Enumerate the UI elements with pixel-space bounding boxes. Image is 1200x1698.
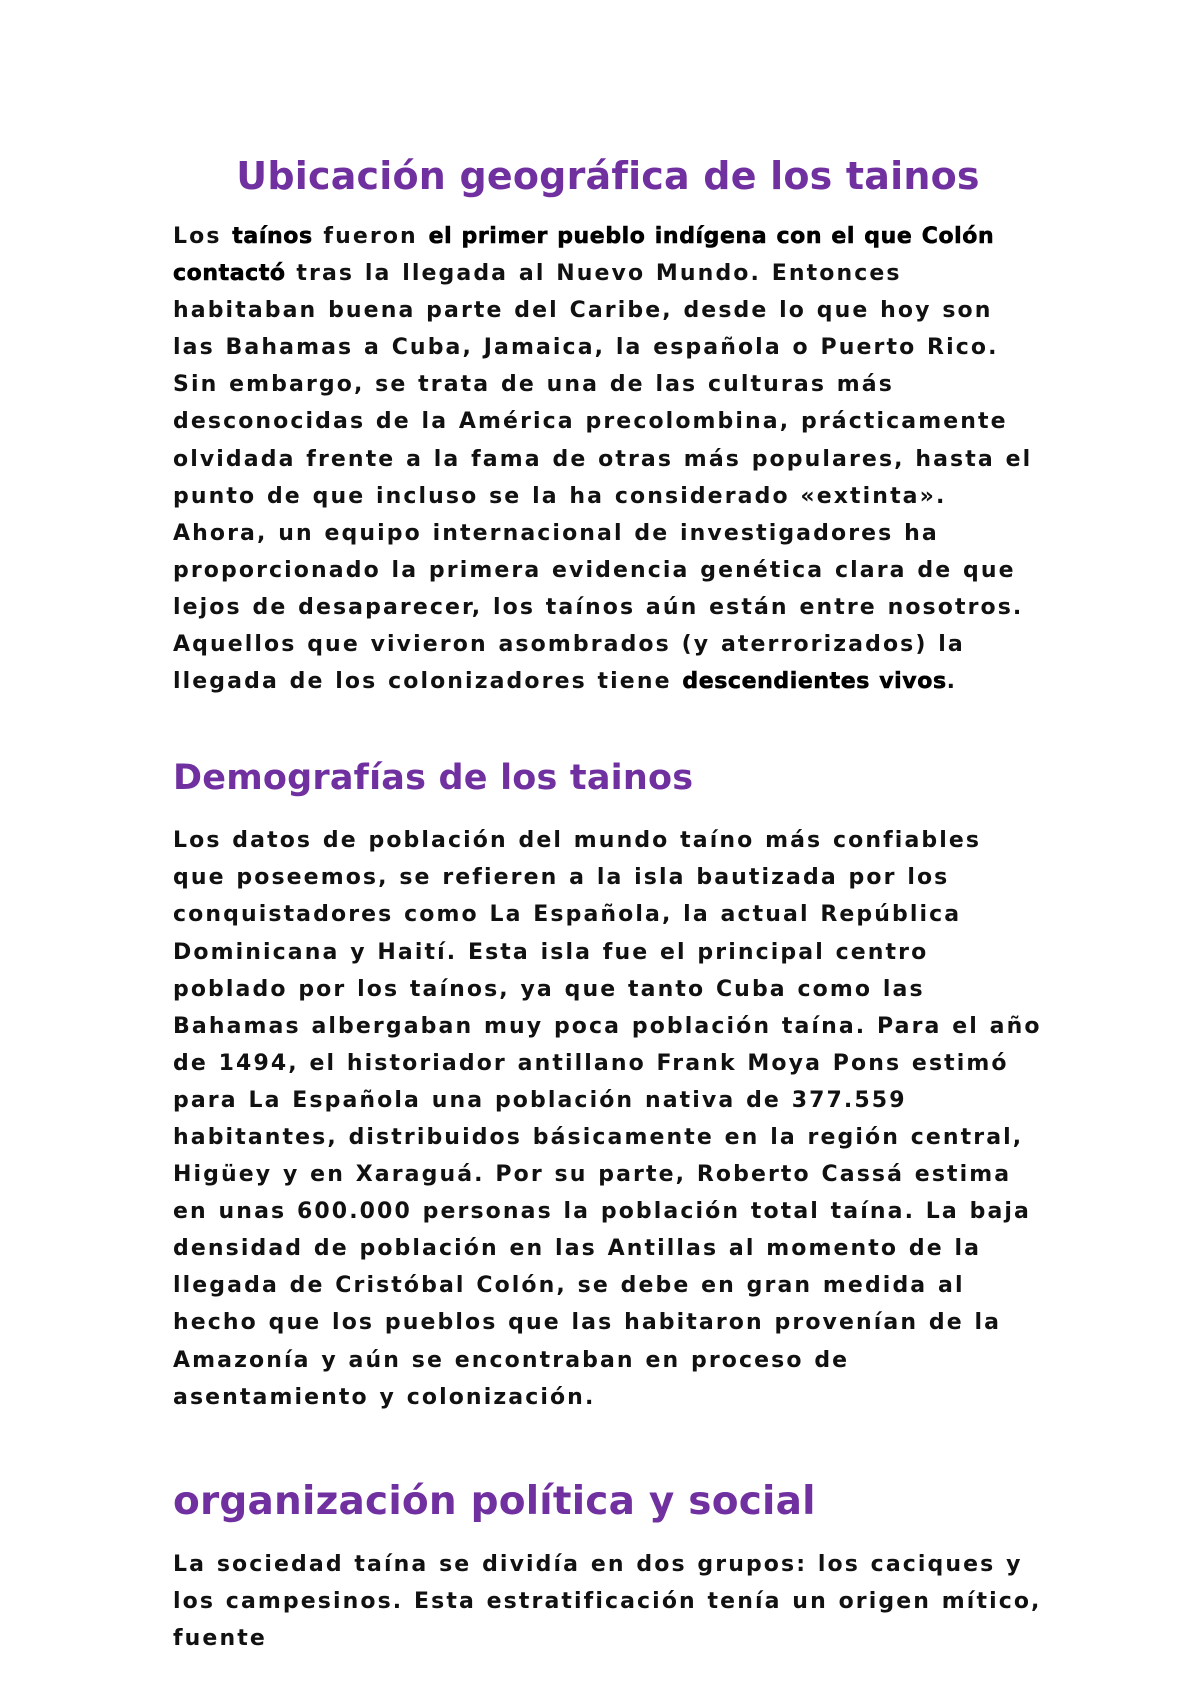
section-heading-organizacion: organización política y social xyxy=(173,1478,816,1524)
emphasis-descendientes: descendientes vivos xyxy=(682,669,947,695)
emphasis-tainos: taínos xyxy=(232,224,313,249)
text-run: tras la llegada al Nuevo Mundo. Entonces habitaban buena parte del Caribe, desde lo que hoy son las Bahamas a Cuba, Jamaica, la española o Puerto Rico. Sin embargo, se trata de una de las culturas más desconocidas de la América precolombina, prácticamente olvidada frente a la fama de otras más populares, hasta el punto de que incluso se la ha considerado «extinta». Ahora, un equipo internacional de investigadores ha proporcionado la primera evidencia genética clara de que lejos de desaparecer, los taínos aún están entre nosotros. Aquellos que vivieron asombrados (y aterrorizados) la llegada de los colonizadores tiene xyxy=(173,261,1033,695)
section-spacer xyxy=(173,700,1043,752)
emphasis-primer-pueblo: el primer pueblo indígena con el que Colón contactó xyxy=(173,224,995,287)
text-run: . xyxy=(946,669,958,695)
text-run: Los xyxy=(173,224,233,249)
paragraph-ubicacion xyxy=(173,218,1043,700)
section-heading-demografias: Demografías de los tainos xyxy=(173,758,694,799)
section-spacer xyxy=(173,1416,1043,1474)
paragraph-organizacion: La sociedad taína se dividía en dos grupos: los caciques y los campesinos. Esta estratificación tenía un origen mítico, fuente xyxy=(173,1551,1042,1651)
paragraph-demografias: Los datos de población del mundo taíno más confiables que poseemos, se refieren a la isla bautizada por los conquistadores como La Española, la actual República Dominicana y Haití. Esta isla fue el principal centro poblado por los taínos, ya que tanto Cuba como las Bahamas albergaban muy poca población taína. Para el año de 1494, el historiador antillano Frank Moya Pons estimó para La Española una población nativa de 377.559 habitantes, distribuidos básicamente en la región central, Higüey y en Xaraguá. Por su parte, Roberto Cassá estima en unas 600.000 personas la población total taína. La baja densidad de población en las Antillas al momento de la llegada de Cristóbal Colón, se debe en gran medida al hecho que los pueblos que las habitaron provenían de la Amazonía y aún se encontraban en proceso de asentamiento y colonización. xyxy=(173,828,1042,1410)
section-heading-ubicacion: Ubicación geográfica de los tainos xyxy=(236,154,980,198)
text-run: fueron xyxy=(312,224,429,249)
document-body xyxy=(173,148,1043,1657)
